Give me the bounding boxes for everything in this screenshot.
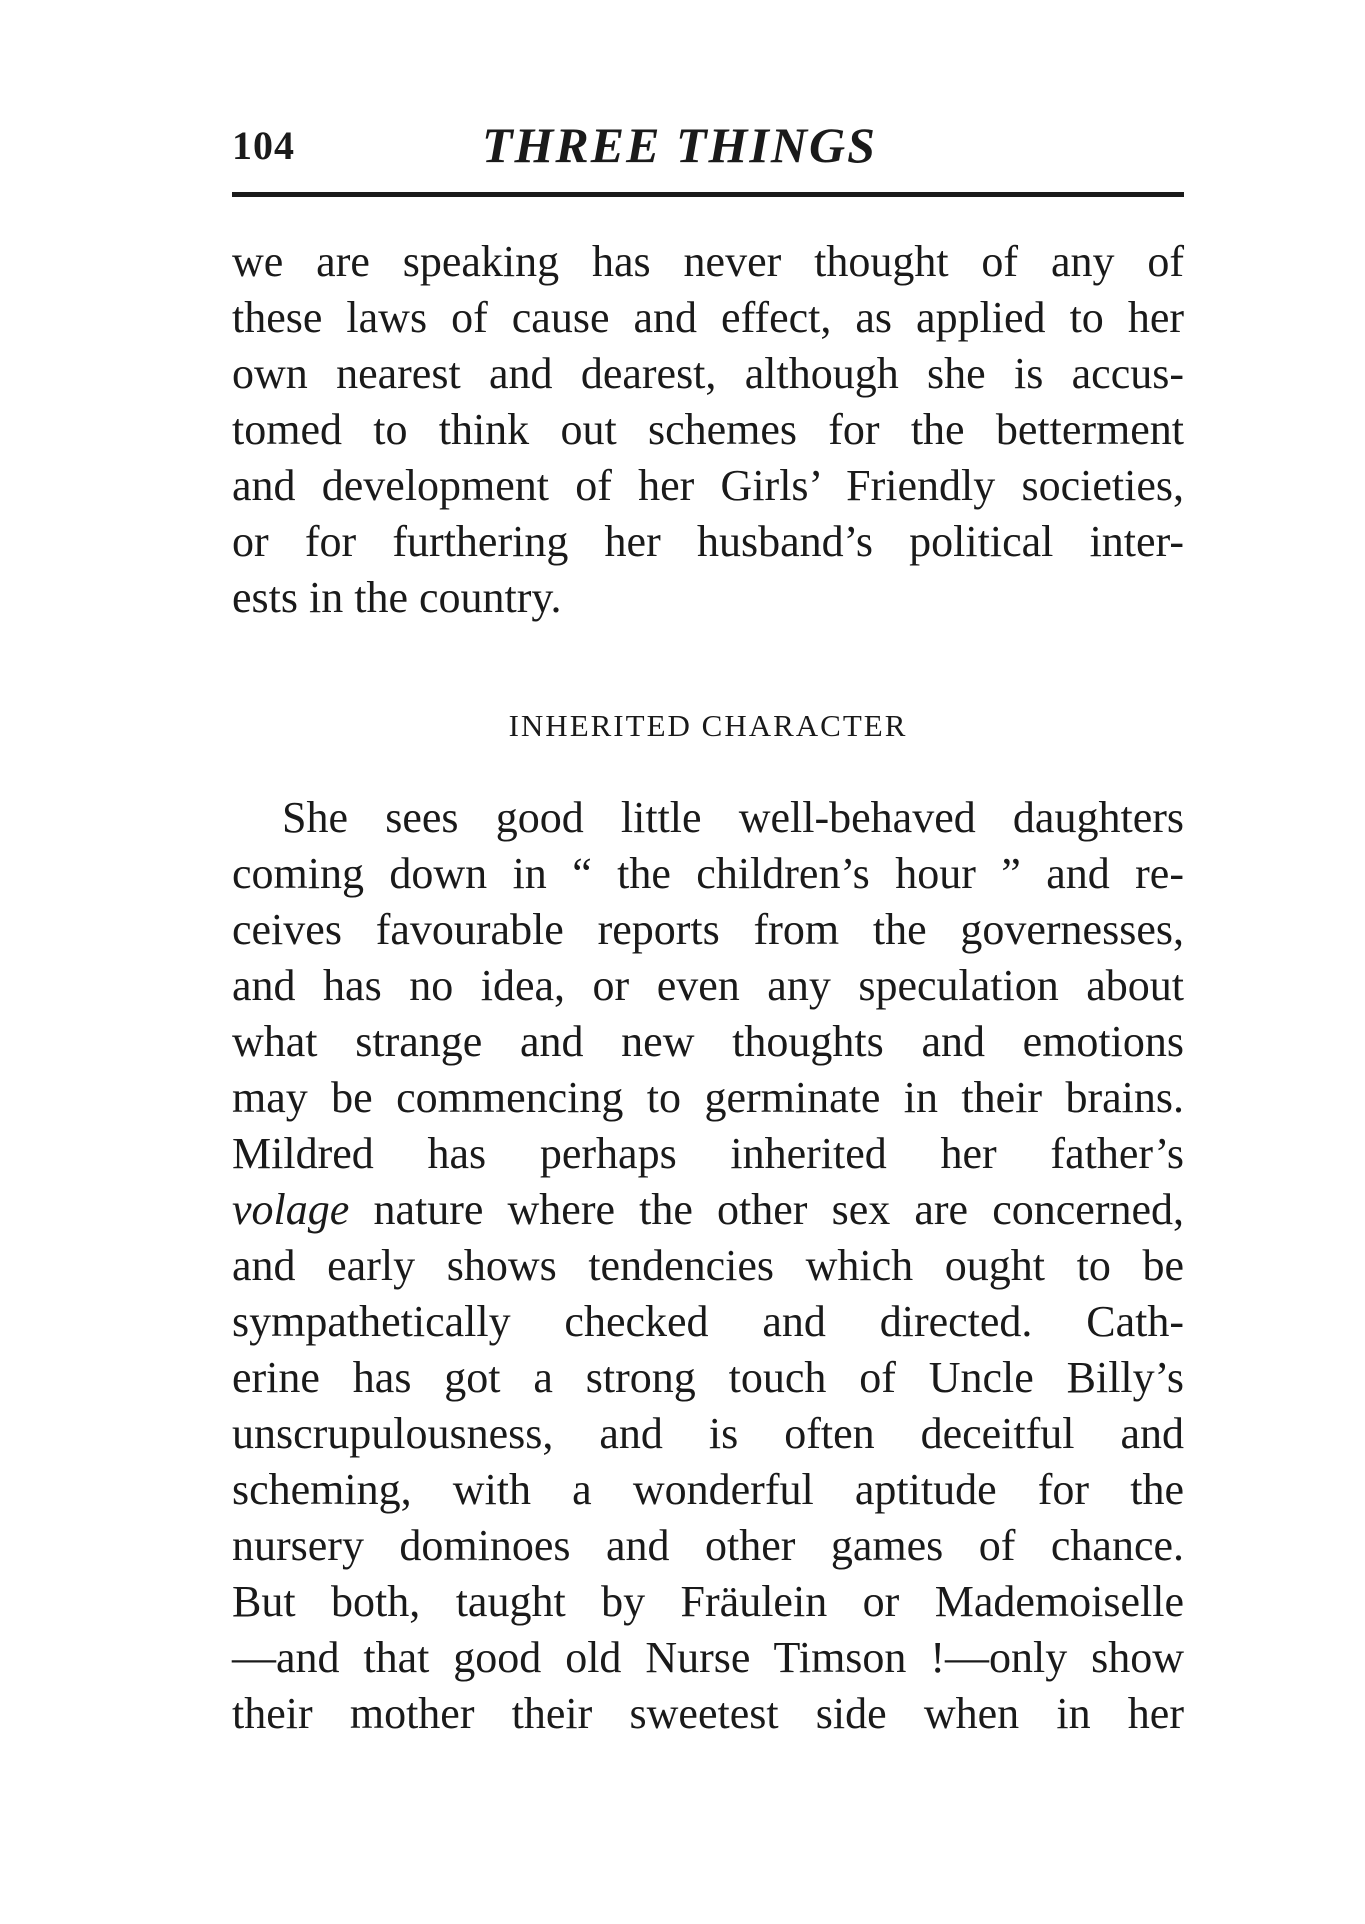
header-rule <box>232 192 1184 197</box>
text-line: coming down in “ the children’s hour ” and re- <box>232 849 1184 898</box>
running-title: THREE THINGS <box>482 117 877 173</box>
text-line: we are speaking has never thought of any of <box>232 237 1184 286</box>
running-head <box>232 116 1184 176</box>
text-span: nature where the other sex are concerned, <box>373 1185 1184 1234</box>
section-heading: INHERITED CHARACTER <box>508 708 908 743</box>
text-line: and early shows tendencies which ought to be <box>232 1241 1184 1290</box>
text-line: or for furthering her husband’s political inter- <box>232 517 1184 566</box>
text-line: own nearest and dearest, although she is accus- <box>232 349 1184 398</box>
page-number: 104 <box>232 123 295 168</box>
text-line: sympathetically checked and directed. Cath- <box>232 1297 1184 1346</box>
text-line: Mildred has perhaps inherited her father’s <box>232 1129 1184 1178</box>
text-line: scheming, with a wonderful aptitude for the <box>232 1465 1184 1514</box>
text-line: ceives favourable reports from the governesses, <box>232 905 1184 954</box>
text-line: may be commencing to germinate in their brains. <box>232 1073 1184 1122</box>
text-line: and has no idea, or even any speculation about <box>232 961 1184 1010</box>
text-line: what strange and new thoughts and emotions <box>232 1017 1184 1066</box>
text-line: —and that good old Nurse Timson !—only show <box>232 1633 1184 1682</box>
text-line: unscrupulousness, and is often deceitful and <box>232 1409 1184 1458</box>
text-line: nursery dominoes and other games of chance. <box>232 1521 1184 1570</box>
text-line: erine has got a strong touch of Uncle Billy’s <box>232 1353 1184 1402</box>
text-line: these laws of cause and effect, as applied to her <box>232 293 1184 342</box>
text-line: But both, taught by Fräulein or Mademoiselle <box>232 1577 1184 1626</box>
italic-word: volage <box>232 1185 350 1234</box>
text-line: their mother their sweetest side when in her <box>232 1689 1184 1738</box>
text-line: ests in the country. <box>232 573 562 622</box>
text-line <box>232 1182 1184 1238</box>
text-line: tomed to think out schemes for the betterment <box>232 405 1184 454</box>
text-line: She sees good little well-behaved daughters <box>282 793 1184 842</box>
text-line: and development of her Girls’ Friendly societies, <box>232 461 1184 510</box>
